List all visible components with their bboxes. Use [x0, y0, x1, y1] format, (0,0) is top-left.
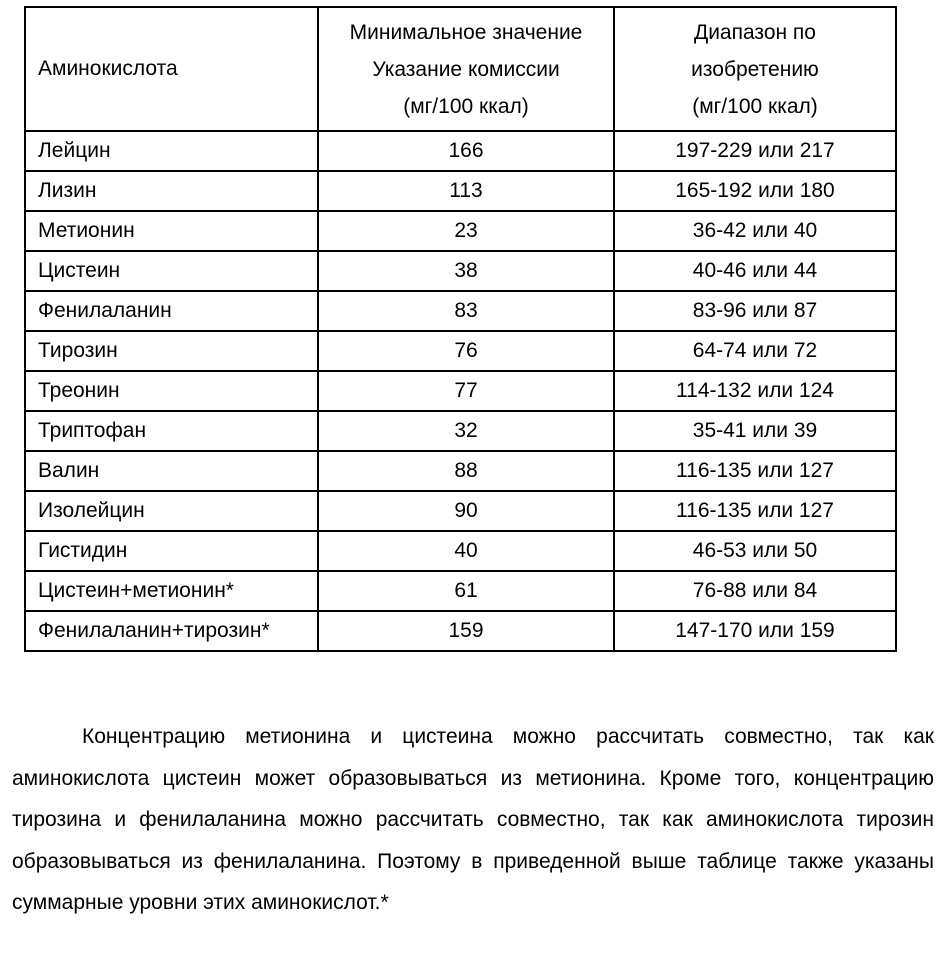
amino-acid-name: Триптофан [25, 411, 318, 451]
range-cell: 116-135 или 127 [614, 451, 896, 491]
min-value-cell: 90 [318, 491, 614, 531]
amino-acid-table [24, 6, 897, 652]
table-row [25, 211, 896, 251]
range-cell: 197-229 или 217 [614, 131, 896, 171]
min-value-cell: 88 [318, 451, 614, 491]
header-amino-acid: Аминокислота [25, 7, 318, 131]
range-cell: 83-96 или 87 [614, 291, 896, 331]
min-value-cell: 38 [318, 251, 614, 291]
header-range [614, 7, 896, 131]
amino-acid-name: Валин [25, 451, 318, 491]
min-value-cell: 166 [318, 131, 614, 171]
header-range-line: изобретению [691, 57, 819, 81]
range-cell: 35-41 или 39 [614, 411, 896, 451]
min-value-cell: 83 [318, 291, 614, 331]
range-cell: 40-46 или 44 [614, 251, 896, 291]
amino-acid-name: Лизин [25, 171, 318, 211]
range-cell: 116-135 или 127 [614, 491, 896, 531]
range-cell: 76-88 или 84 [614, 571, 896, 611]
min-value-cell: 113 [318, 171, 614, 211]
min-value-cell: 40 [318, 531, 614, 571]
table-row [25, 531, 896, 571]
table-row [25, 571, 896, 611]
table-body [25, 131, 896, 651]
range-cell: 64-74 или 72 [614, 331, 896, 371]
table-header-row [25, 7, 896, 131]
min-value-cell: 32 [318, 411, 614, 451]
explanatory-paragraph: Концентрацию метионина и цистеина можно рассчитать совместно, так как аминокислота цистеин может образовываться из метионина. Кроме того, концентрацию тирозина и фенилаланина можно рассчитать совместно, так как аминокислота тирозин образовываться из фенилаланина. Поэтому в приведенной выше таблице также указаны суммарные уровни этих аминокислот.* [12, 725, 934, 915]
table-row [25, 371, 896, 411]
table-header [25, 7, 896, 131]
table-row [25, 131, 896, 171]
table-row [25, 171, 896, 211]
range-cell: 165-192 или 180 [614, 171, 896, 211]
table-row [25, 451, 896, 491]
min-value-cell: 23 [318, 211, 614, 251]
header-min-value [318, 7, 614, 131]
table-row [25, 611, 896, 651]
amino-acid-name: Цистеин+метионин* [25, 571, 318, 611]
range-cell: 36-42 или 40 [614, 211, 896, 251]
min-value-cell: 61 [318, 571, 614, 611]
amino-acid-name: Изолейцин [25, 491, 318, 531]
amino-acid-name: Тирозин [25, 331, 318, 371]
header-range-line: (мг/100 ккал) [692, 94, 818, 118]
amino-acid-name: Гистидин [25, 531, 318, 571]
header-min-value-line: (мг/100 ккал) [403, 94, 529, 118]
range-cell: 147-170 или 159 [614, 611, 896, 651]
amino-acid-name: Метионин [25, 211, 318, 251]
range-cell: 46-53 или 50 [614, 531, 896, 571]
amino-acid-name: Цистеин [25, 251, 318, 291]
min-value-cell: 76 [318, 331, 614, 371]
header-min-value-line: Указание комиссии [372, 57, 560, 81]
amino-acid-name: Треонин [25, 371, 318, 411]
table-row [25, 291, 896, 331]
table-row [25, 331, 896, 371]
min-value-cell: 159 [318, 611, 614, 651]
min-value-cell: 77 [318, 371, 614, 411]
table-row [25, 411, 896, 451]
header-range-line: Диапазон по [693, 20, 816, 44]
header-min-value-line: Минимальное значение [349, 20, 583, 44]
amino-acid-name: Фенилаланин+тирозин* [25, 611, 318, 651]
amino-acid-name: Лейцин [25, 131, 318, 171]
table-row [25, 251, 896, 291]
amino-acid-name: Фенилаланин [25, 291, 318, 331]
range-cell: 114-132 или 124 [614, 371, 896, 411]
table-row [25, 491, 896, 531]
